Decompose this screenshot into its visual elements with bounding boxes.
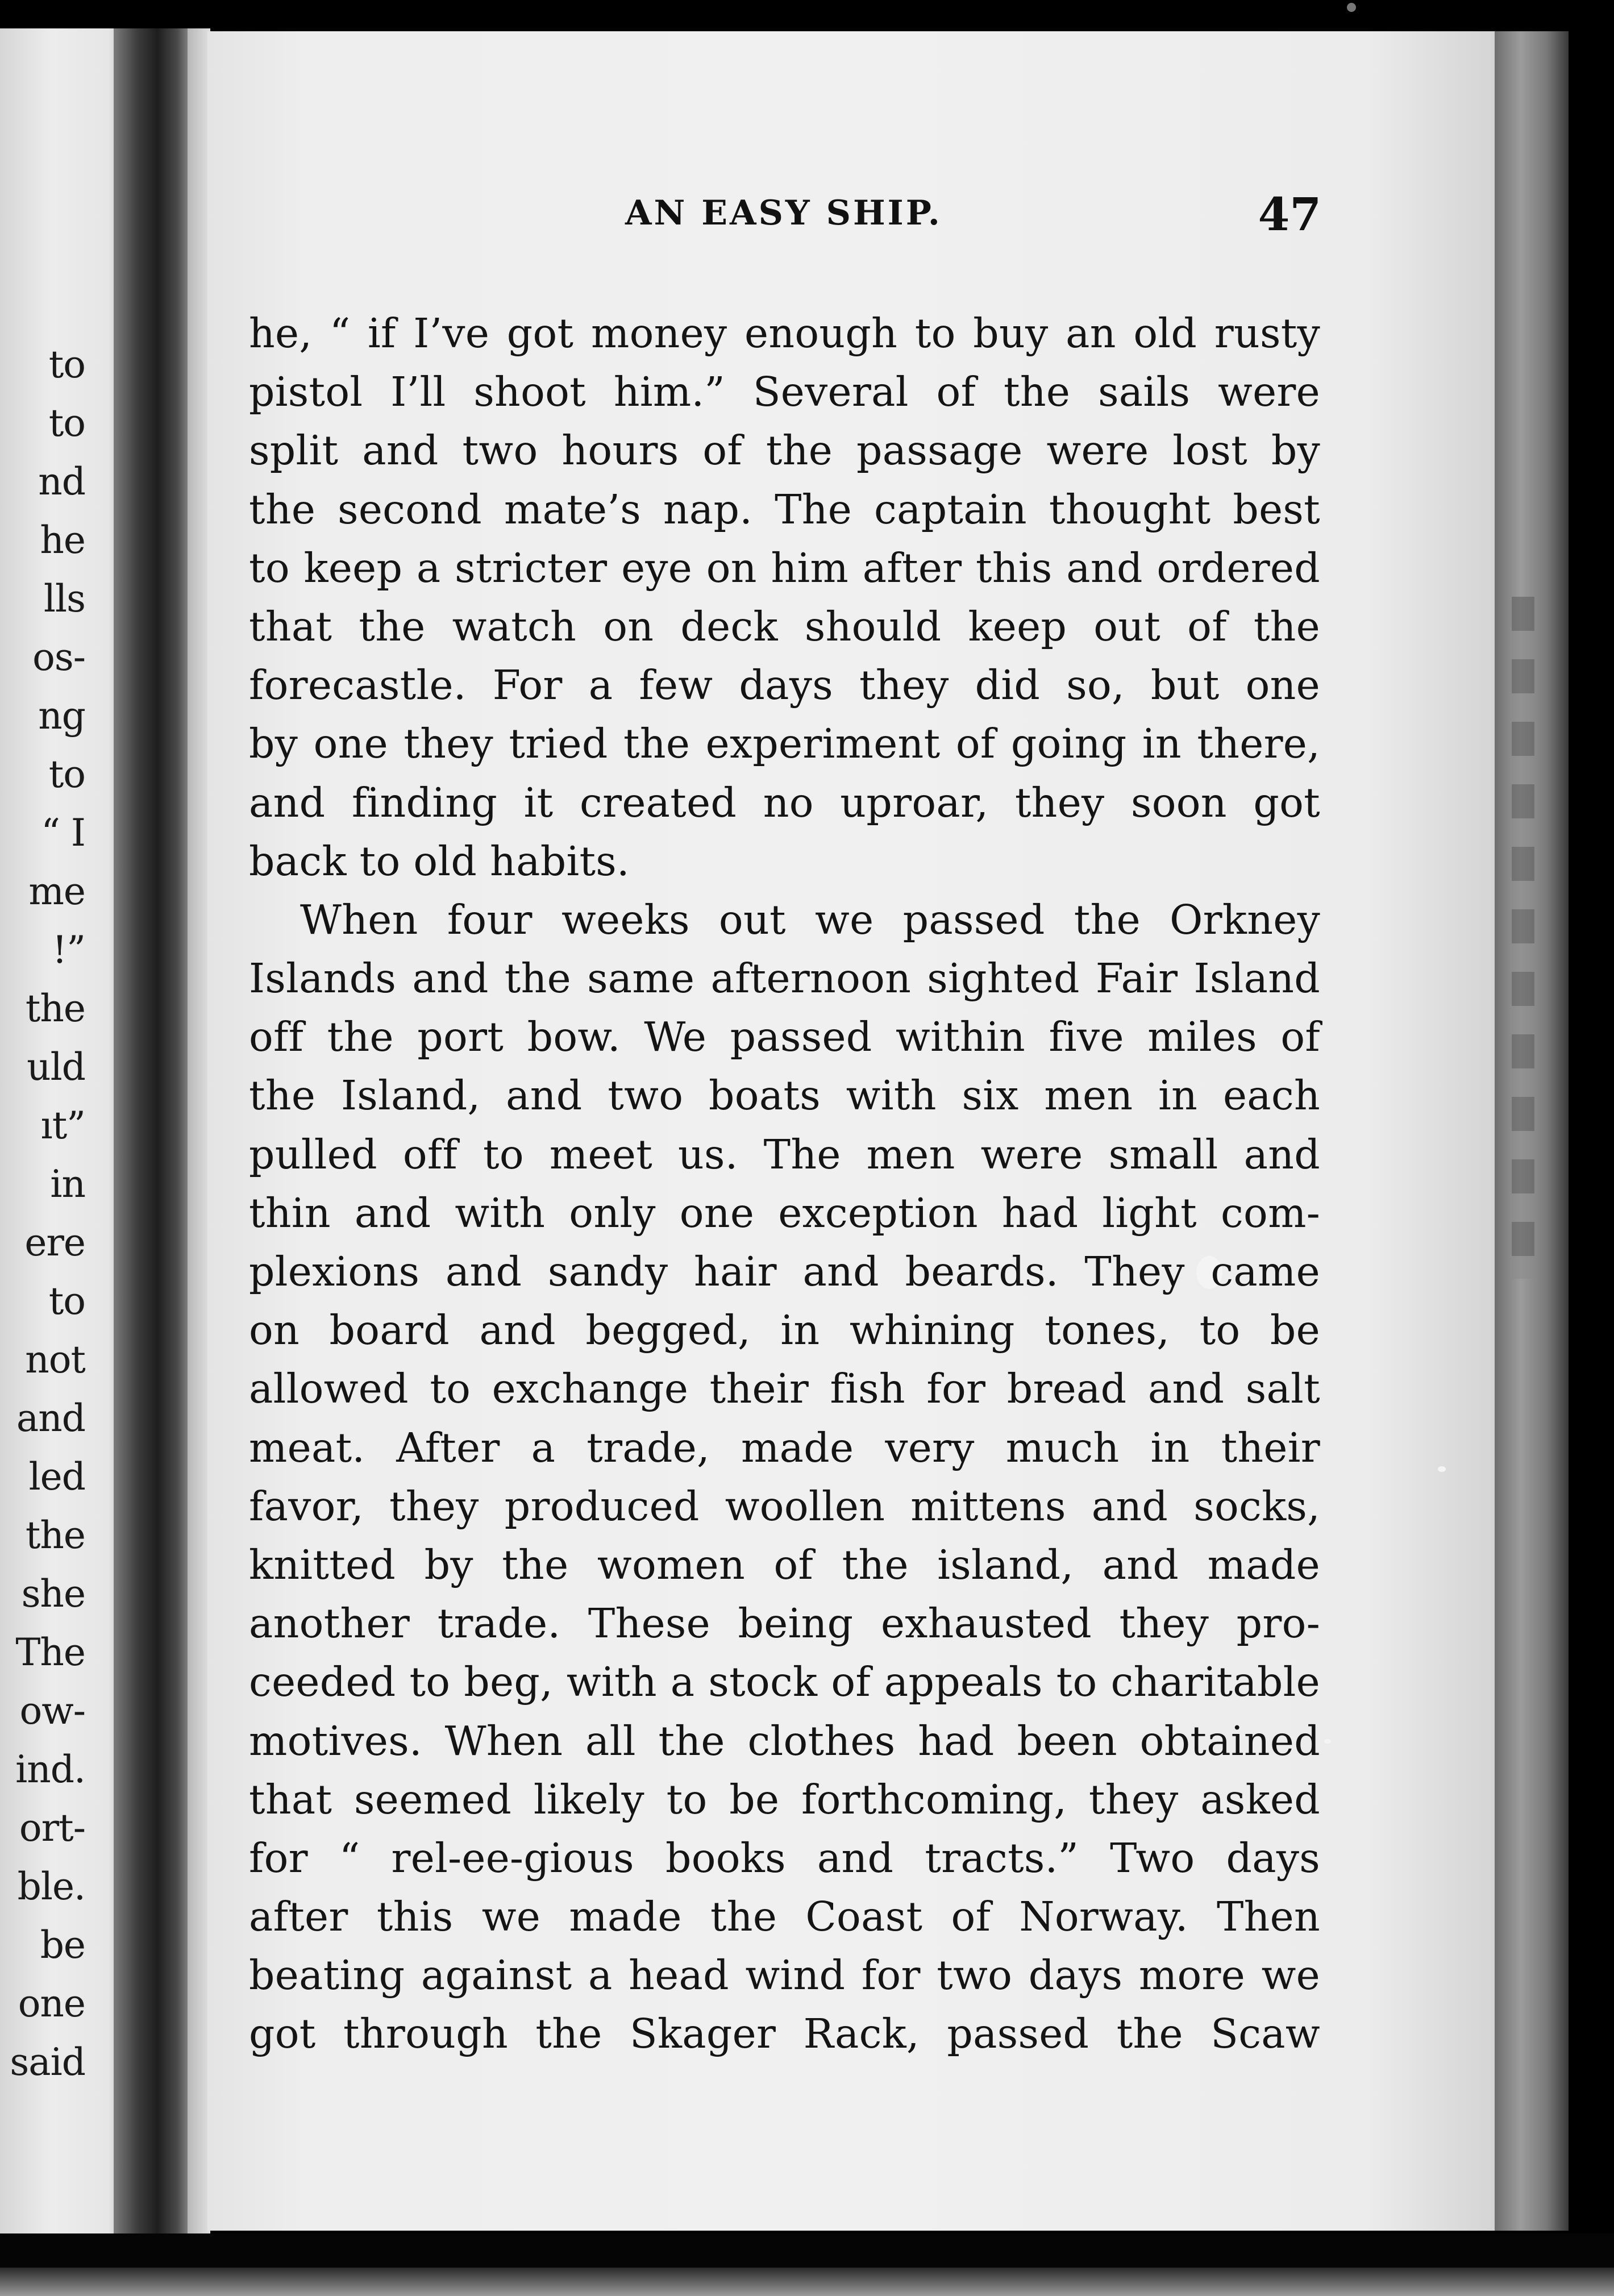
left-fragment: “ I	[41, 811, 85, 855]
gutter-shadow	[188, 28, 210, 2233]
text-line: that seemed likely to be forthcoming, they asked	[249, 1775, 1320, 1823]
text-line: by one they tried the experiment of going in there,	[249, 720, 1320, 768]
left-fragment: lls	[43, 577, 85, 621]
left-fragment: to	[48, 343, 85, 386]
text-line: ceeded to beg, with a stock of appeals to charitable	[249, 1658, 1320, 1706]
left-fragment: be	[40, 1923, 85, 1967]
text-line: thin and with only one exception had light com-	[249, 1189, 1320, 1237]
left-fragment: to	[48, 1279, 85, 1323]
text-line: back to old habits.	[249, 837, 630, 885]
left-page	[0, 28, 128, 2233]
left-fragment: !”	[52, 928, 85, 972]
text-line: on board and begged, in whining tones, to be	[249, 1307, 1320, 1354]
left-fragment: ıt”	[40, 1104, 85, 1147]
left-fragment: uld	[27, 1045, 85, 1089]
text-line: plexions and sandy hair and beards. They came	[249, 1248, 1320, 1295]
left-fragment: in	[50, 1162, 85, 1206]
text-line: the Island, and two boats with six men in each	[249, 1072, 1320, 1120]
text-line: that the watch on deck should keep out of the	[249, 602, 1320, 650]
left-fragment: one	[18, 1982, 85, 2025]
left-fragment: not	[25, 1338, 85, 1382]
book-gutter	[114, 28, 193, 2233]
text-line: he, “ if I’ve got money enough to buy an old rusty	[249, 310, 1320, 357]
text-line: allowed to exchange their fish for bread and salt	[249, 1365, 1320, 1413]
paragraph-start-line: When four weeks out we passed the Orkney	[300, 896, 1320, 943]
scan-speck	[1324, 1739, 1331, 1744]
text-line: forecastle. For a few days they did so, but one	[249, 662, 1320, 709]
text-line: pulled off to meet us. The men were small and	[249, 1130, 1320, 1178]
text-line: got through the Skager Rack, passed the Scaw	[249, 2010, 1320, 2058]
left-page-text-fragments	[0, 335, 85, 2091]
left-fragment: and	[16, 1396, 85, 1440]
scan-speck	[1347, 3, 1356, 12]
text-line: and finding it created no uproar, they soon got	[249, 779, 1320, 826]
text-line: the second mate’s nap. The captain thought best	[249, 485, 1320, 533]
text-line: motives. When all the clothes had been obtained	[249, 1717, 1320, 1765]
text-line: split and two hours of the passage were lost by	[249, 427, 1320, 475]
page-header	[625, 188, 1321, 250]
left-fragment: ort-	[19, 1806, 85, 1850]
left-fragment: ng	[38, 694, 85, 738]
left-fragment: The	[15, 1631, 85, 1674]
left-fragment: he	[40, 518, 85, 562]
left-fragment: to	[48, 401, 85, 445]
left-fragment: ind.	[15, 1748, 85, 1791]
left-fragment: ble.	[17, 1865, 85, 1908]
page-number: 47	[1258, 188, 1321, 241]
scan-strip-bottom	[0, 2268, 1614, 2296]
scan-speck	[1438, 1466, 1446, 1472]
text-line: for “ rel-ee-gious books and tracts.” Two days	[249, 1834, 1320, 1882]
left-fragment: to	[48, 752, 85, 796]
text-line: pistol I’ll shoot him.” Several of the sails were	[249, 368, 1320, 416]
left-fragment: ow-	[19, 1689, 85, 1733]
body-text	[249, 304, 1320, 2064]
text-line: knitted by the women of the island, and made	[249, 1541, 1320, 1588]
text-line: to keep a stricter eye on him after this and ordered	[249, 544, 1320, 592]
text-line: after this we made the Coast of Norway. Then	[249, 1893, 1320, 1941]
text-line: another trade. These being exhausted they pro-	[249, 1600, 1320, 1648]
left-fragment: nd	[38, 460, 85, 504]
page-edge-stamp	[1512, 597, 1534, 1279]
left-fragment: me	[28, 870, 85, 913]
text-line: Islands and the same afternoon sighted Fair Island	[249, 955, 1320, 1003]
running-head: AN EASY SHIP.	[625, 193, 942, 233]
left-fragment: she	[21, 1572, 85, 1616]
text-line: favor, they produced woollen mittens and socks,	[249, 1482, 1320, 1530]
text-line: meat. After a trade, made very much in their	[249, 1424, 1320, 1471]
left-fragment: ere	[24, 1221, 85, 1265]
left-fragment: the	[25, 1513, 85, 1557]
left-fragment: said	[10, 2040, 85, 2084]
text-line: beating against a head wind for two days more we	[249, 1952, 1320, 1999]
left-fragment: led	[28, 1455, 85, 1499]
text-line: off the port bow. We passed within five miles of	[249, 1013, 1320, 1061]
left-fragment: the	[25, 987, 85, 1030]
left-fragment: os-	[32, 635, 85, 679]
